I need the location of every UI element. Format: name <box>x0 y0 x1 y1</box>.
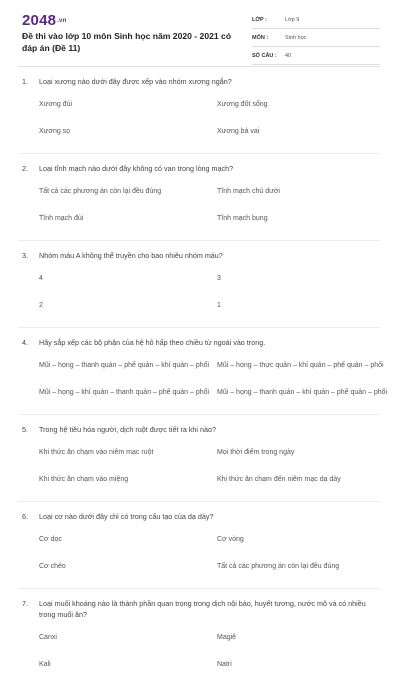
question-list <box>0 76 400 686</box>
question-text <box>22 76 382 87</box>
question-divider <box>18 501 380 502</box>
question-divider <box>18 240 380 241</box>
question-number: 1. <box>22 77 28 86</box>
question-number: 3. <box>22 251 28 260</box>
exam-meta <box>252 14 380 68</box>
page-header <box>0 0 400 62</box>
answer-option[interactable]: Xương bả vai <box>217 128 260 135</box>
answer-option[interactable]: Tất cả các phương án còn lại đều đúng <box>39 188 162 195</box>
answer-option[interactable]: Tĩnh mạch bụng <box>217 215 268 222</box>
answer-option[interactable]: 3 <box>217 275 221 282</box>
question-block <box>22 163 382 240</box>
meta-value: Lớp 9 <box>285 17 300 23</box>
question-prompt: Loại cơ nào dưới đây chỉ có trong cấu tạo của dạ dày? <box>39 512 214 521</box>
meta-value: Sinh học <box>285 35 307 41</box>
answer-options <box>39 447 382 501</box>
question-text <box>22 424 382 435</box>
question-number: 2. <box>22 164 28 173</box>
answer-option[interactable]: Cơ chéo <box>39 563 66 570</box>
answer-option[interactable]: Kali <box>39 661 51 668</box>
answer-options <box>39 273 382 327</box>
meta-key: LỚP : <box>252 17 267 23</box>
meta-value: 40 <box>285 53 292 59</box>
question-text <box>22 163 382 174</box>
answer-option[interactable]: Cơ vòng <box>217 536 244 543</box>
answer-option[interactable]: Tĩnh mạch đùi <box>39 215 84 222</box>
answer-option[interactable]: Xương sọ <box>39 128 71 135</box>
question-prompt: Nhóm máu A không thể truyền cho bao nhiêu nhóm máu? <box>39 251 223 260</box>
question-text <box>22 250 382 261</box>
question-prompt: Hãy sắp xếp các bộ phận của hệ hô hấp theo chiều từ ngoài vào trong. <box>39 338 266 347</box>
question-block <box>22 598 382 686</box>
question-prompt: Loại muối khoáng nào là thành phần quan trọng trong dịch nội bào, huyết tương, nước mô và có nhiều trong muối ăn? <box>39 599 366 619</box>
answer-option[interactable]: 1 <box>217 302 221 309</box>
question-divider <box>18 327 380 328</box>
question-divider <box>18 153 380 154</box>
question-text <box>22 598 382 620</box>
answer-option[interactable]: 4 <box>39 275 43 282</box>
question-text <box>22 337 382 348</box>
question-number: 5. <box>22 425 28 434</box>
answer-option[interactable]: Cơ dọc <box>39 536 62 543</box>
answer-option[interactable]: Xương đốt sống <box>217 101 268 108</box>
answer-option[interactable]: Mọi thời điểm trong ngày <box>217 449 295 456</box>
answer-option[interactable]: Tất cả các phương án còn lại đều đúng <box>217 563 340 570</box>
question-prompt: Trong hệ tiêu hóa người, dịch ruột được tiết ra khi nào? <box>39 425 217 434</box>
answer-options <box>39 632 382 686</box>
page-title: Đề thi vào lớp 10 môn Sinh học năm 2020 - 2021 có đáp án (Đề 11) <box>22 31 232 53</box>
question-block <box>22 250 382 327</box>
question-block <box>22 511 382 588</box>
question-block <box>22 76 382 153</box>
meta-key: MÔN : <box>252 35 269 41</box>
logo-text: 2048 <box>22 12 57 29</box>
question-number: 7. <box>22 599 28 608</box>
answer-options <box>39 186 382 240</box>
question-prompt: Loại tĩnh mạch nào dưới đây không có van trong lòng mạch? <box>39 164 234 173</box>
question-number: 6. <box>22 512 28 521</box>
answer-option[interactable]: Tĩnh mạch chủ dưới <box>217 188 280 195</box>
question-number: 4. <box>22 338 28 347</box>
meta-row <box>252 50 380 65</box>
question-block <box>22 337 388 414</box>
question-divider <box>18 414 380 415</box>
answer-options <box>39 534 382 588</box>
answer-option[interactable]: Mũi – họng – thanh quản – phế quản – khí quản – phổi <box>39 362 210 369</box>
answer-option[interactable]: Magiê <box>217 634 237 641</box>
meta-row <box>252 14 380 29</box>
answer-option[interactable]: Canxi <box>39 634 57 641</box>
site-logo[interactable] <box>22 12 66 29</box>
answer-option[interactable]: Khi thức ăn chạm vào miệng <box>39 476 129 483</box>
answer-option[interactable]: Khi thức ăn chạm đến niêm mạc dạ dày <box>217 476 341 483</box>
answer-options <box>39 99 382 153</box>
answer-option[interactable]: 2 <box>39 302 43 309</box>
meta-row <box>252 32 380 47</box>
meta-key: SỐ CÂU : <box>252 53 277 59</box>
question-divider <box>18 588 380 589</box>
answer-option[interactable]: Mũi – họng – khí quản – thanh quản – phế quản – phổi <box>39 389 210 396</box>
question-block <box>22 424 382 501</box>
answer-option[interactable]: Natri <box>217 661 232 668</box>
question-text <box>22 511 382 522</box>
header-divider <box>18 66 380 67</box>
answer-options <box>39 360 388 414</box>
answer-option[interactable]: Khi thức ăn chạm vào niêm mạc ruột <box>39 449 154 456</box>
answer-option[interactable]: Mũi – họng – thanh quản – khí quản – phế quản – phổi <box>217 389 388 396</box>
logo-suffix: .vn <box>57 18 67 25</box>
question-prompt: Loại xương nào dưới đây được xếp vào nhóm xương ngắn? <box>39 77 232 86</box>
answer-option[interactable]: Mũi – họng – thực quản – khí quản – phế quản – phổi <box>217 362 384 369</box>
answer-option[interactable]: Xương đùi <box>39 101 73 108</box>
